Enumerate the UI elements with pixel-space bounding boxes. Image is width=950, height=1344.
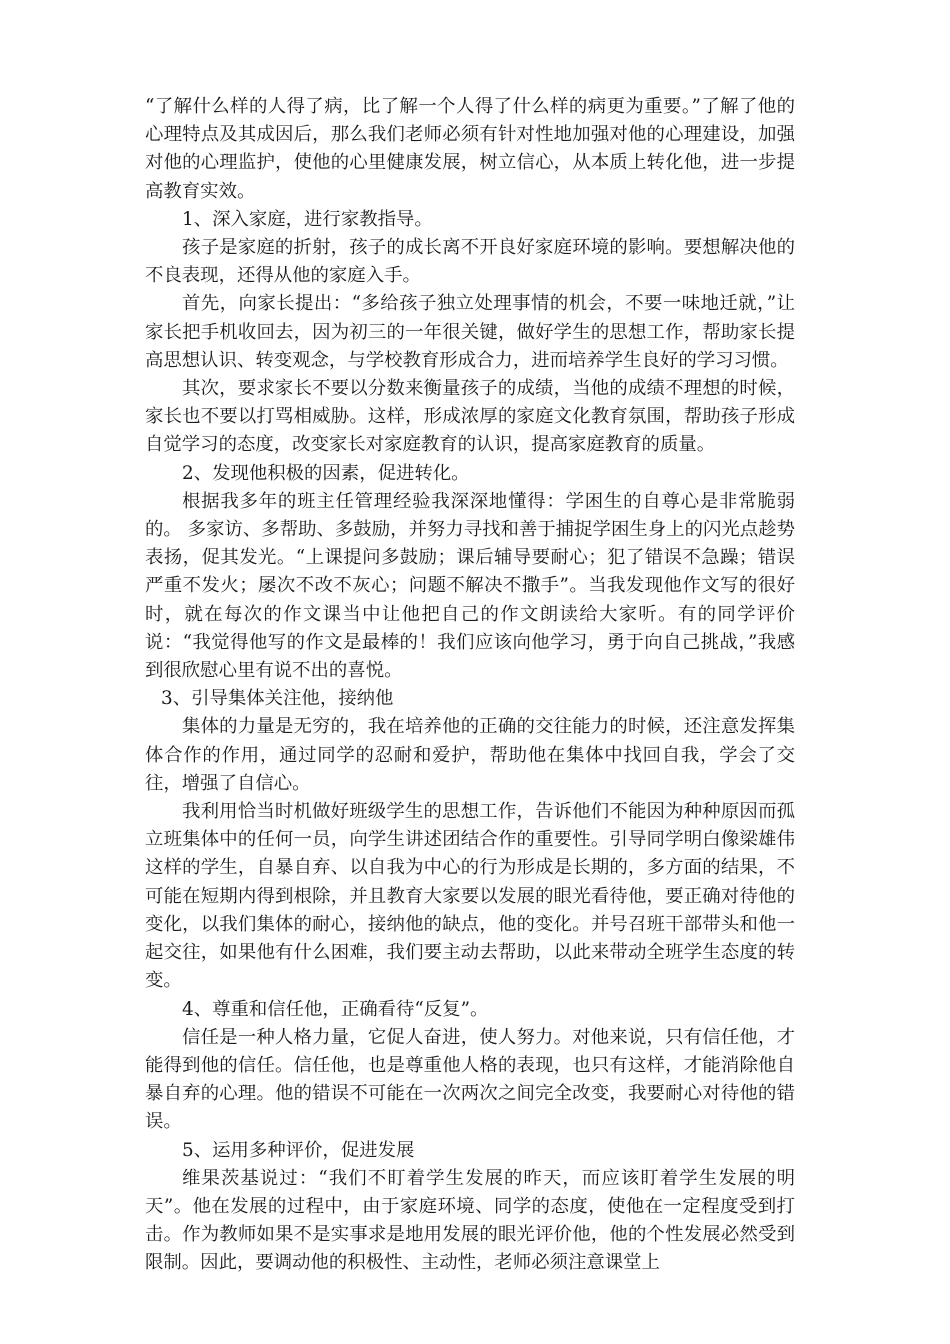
paragraph-6: 2、发现他积极的因素，促进转化。 [182,462,470,484]
document-body [145,93,795,1278]
paragraph-1: “了解什么样的人得了病，比了解一个人得了什么样的病更为重要。”了解了他的心理特点及其成因后，那么我们老师必须有针对性地加强对他的心理建设，加强对他的心理监护，使他的心里健康发展，树立信心，从本质上转化他，进一步提高教育实效。 [145,96,795,202]
paragraph-12: 信任是一种人格力量，它促人奋进，使人努力。对他来说，只有信任他，才能得到他的信任。信任他，也是尊重他人格的表现，也只有这样，才能消除他自暴自弃的心理。他的错误不可能在一次两次之间完全改变，我要耐心对待他的错误。 [145,1026,795,1133]
paragraph-11: 4、尊重和信任他，正确看待“反复”。 [182,998,489,1020]
paragraph-5: 其次，要求家长不要以分数来衡量孩子的成绩，当他的成绩不理想的时候，家长也不要以打骂相威胁。这样，形成浓厚的家庭文化教育氛围，帮助孩子形成自觉学习的态度，改变家长对家庭教育的认识，提高家庭教育的质量。 [145,378,795,456]
paragraph-14: 维果茨基说过：“我们不盯着学生发展的昨天，而应该盯着学生发展的明天”。他在发展的过程中，由于家庭环境、同学的态度，使他在一定程度受到打击。作为教师如果不是实事求是地用发展的眼光评价他，他的个性发展必然受到限制。因此，要调动他的积极性、主动性，老师必须注意课堂上 [145,1167,795,1274]
paragraph-4: 首先，向家长提出：“多给孩子独立处理事情的机会，不要一味地迁就，”让家长把手机收回去，因为初三的一年很关键，做好学生的思想工作，帮助家长提高思想认识、转变观念，与学校教育形成合力，进而培养学生良好的学习习惯。 [145,293,795,371]
paragraph-9: 集体的力量是无穷的，我在培养他的正确的交往能力的时候，还注意发挥集体合作的作用，通过同学的忍耐和爱护，帮助他在集体中找回自我，学会了交往，增强了自信心。 [145,716,795,794]
paragraph-3: 孩子是家庭的折射，孩子的成长离不开良好家庭环境的影响。要想解决他的不良表现，还得从他的家庭入手。 [145,237,795,287]
paragraph-7: 根据我多年的班主任管理经验我深深地懂得：学困生的自尊心是非常脆弱的。 多家访、多帮助、多鼓励，并努力寻找和善于捕捉学困生身上的闪光点趁势表扬，促其发光。“上课提问多鼓励；课后辅导要耐心；犯了错误不急躁；错误严重不发火；屡次不改不灰心；问题不解决不撒手”。当我发现他作文写的很好时，就在每次的作文课当中让他把自己的作文朗读给大家听。有的同学评价说：“我觉得他写的作文是最棒的！我们应该向他学习，勇于向自己挑战，”我感到很欣慰心里有说不出的喜悦。 [145,490,795,682]
paragraph-10: 我利用恰当时机做好班级学生的思想工作，告诉他们不能因为种种原因而孤立班集体中的任何一员，向学生讲述团结合作的重要性。引导同学明白像梁雄伟这样的学生，自暴自弃、以自我为中心的行为形成是长期的，多方面的结果，不可能在短期内得到根除，并且教育大家要以发展的眼光看待他，要正确对待他的变化，以我们集体的耐心，接纳他的缺点，他的变化。并号召班干部带头和他一起交往，如果他有什么困难，我们要主动去帮助，以此来带动全班学生态度的转变。 [145,801,795,992]
paragraph-8: 3、引导集体关注他，接纳他 [161,688,394,710]
paragraph-13: 5、运用多种评价，促进发展 [182,1139,415,1161]
paragraph-2: 1、深入家庭，进行家教指导。 [182,208,433,230]
